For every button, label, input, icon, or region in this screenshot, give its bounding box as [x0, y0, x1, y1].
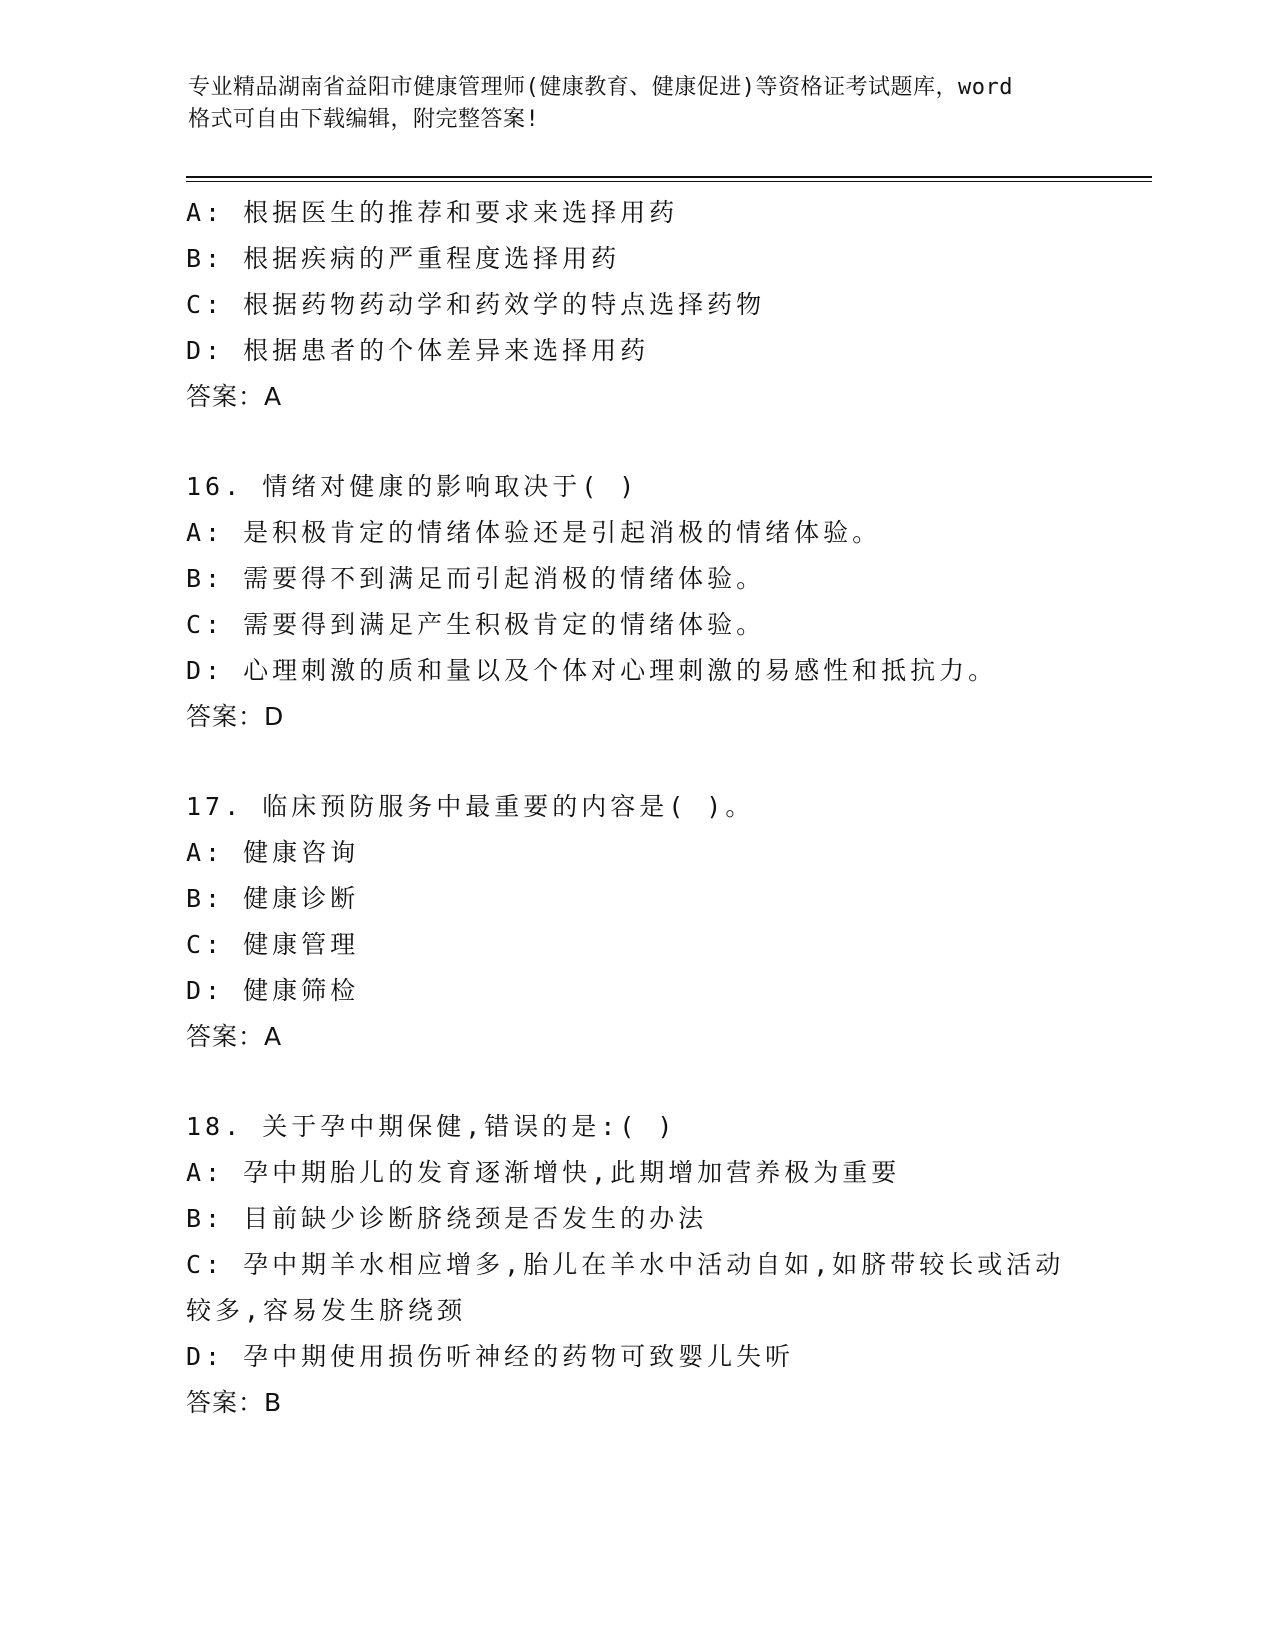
answer-text: 答案：A [186, 1022, 283, 1051]
option-c: C: 根据药物药动学和药效学的特点选择药物 [186, 290, 766, 319]
option-c: C: 健康管理 [186, 930, 360, 959]
option-b: B: 目前缺少诊断脐绕颈是否发生的办法 [186, 1204, 708, 1233]
header-rule-thick [186, 176, 1152, 178]
option-b: B: 需要得不到满足而引起消极的情绪体验。 [186, 564, 766, 593]
question-16-block [186, 464, 1086, 740]
spacer [186, 420, 1086, 464]
spacer [186, 1060, 1086, 1104]
answer-text: 答案：B [186, 1388, 283, 1417]
option-a: A: 根据医生的推荐和要求来选择用药 [186, 198, 679, 227]
spacer [186, 740, 1086, 784]
option-c: C: 孕中期羊水相应增多,胎儿在羊水中活动自如,如脐带较长或活动较多,容易发生脐绕颈 [186, 1250, 1065, 1325]
header-line-1: 专业精品湖南省益阳市健康管理师(健康教育、健康促进)等资格证考试题库，word [188, 75, 1013, 100]
option-d: D: 孕中期使用损伤听神经的药物可致婴儿失听 [186, 1342, 795, 1371]
option-b: B: 健康诊断 [186, 884, 360, 913]
answer-text: 答案：A [186, 382, 283, 411]
option-b: B: 根据疾病的严重程度选择用药 [186, 244, 621, 273]
header-rule-thin [186, 181, 1152, 182]
question-17-block [186, 784, 1086, 1060]
document-header [188, 72, 1088, 136]
option-d: D: 根据患者的个体差异来选择用药 [186, 336, 650, 365]
question-text: 17. 临床预防服务中最重要的内容是( )。 [186, 792, 755, 821]
option-c: C: 需要得到满足产生积极肯定的情绪体验。 [186, 610, 766, 639]
question-text: 18. 关于孕中期保健,错误的是:( ) [186, 1112, 677, 1141]
question-text: 16. 情绪对健康的影响取决于( ) [186, 472, 639, 501]
option-a: A: 是积极肯定的情绪体验还是引起消极的情绪体验。 [186, 518, 882, 547]
question-list [186, 190, 1086, 1426]
option-d: D: 健康筛检 [186, 976, 360, 1005]
option-a: A: 孕中期胎儿的发育逐渐增快,此期增加营养极为重要 [186, 1158, 901, 1187]
option-d: D: 心理刺激的质和量以及个体对心理刺激的易感性和抵抗力。 [186, 656, 998, 685]
question-15-block [186, 190, 1086, 420]
option-a: A: 健康咨询 [186, 838, 360, 867]
header-line-2: 格式可自由下载编辑，附完整答案! [188, 107, 540, 132]
answer-text: 答案：D [186, 702, 285, 731]
question-18-block [186, 1104, 1086, 1426]
